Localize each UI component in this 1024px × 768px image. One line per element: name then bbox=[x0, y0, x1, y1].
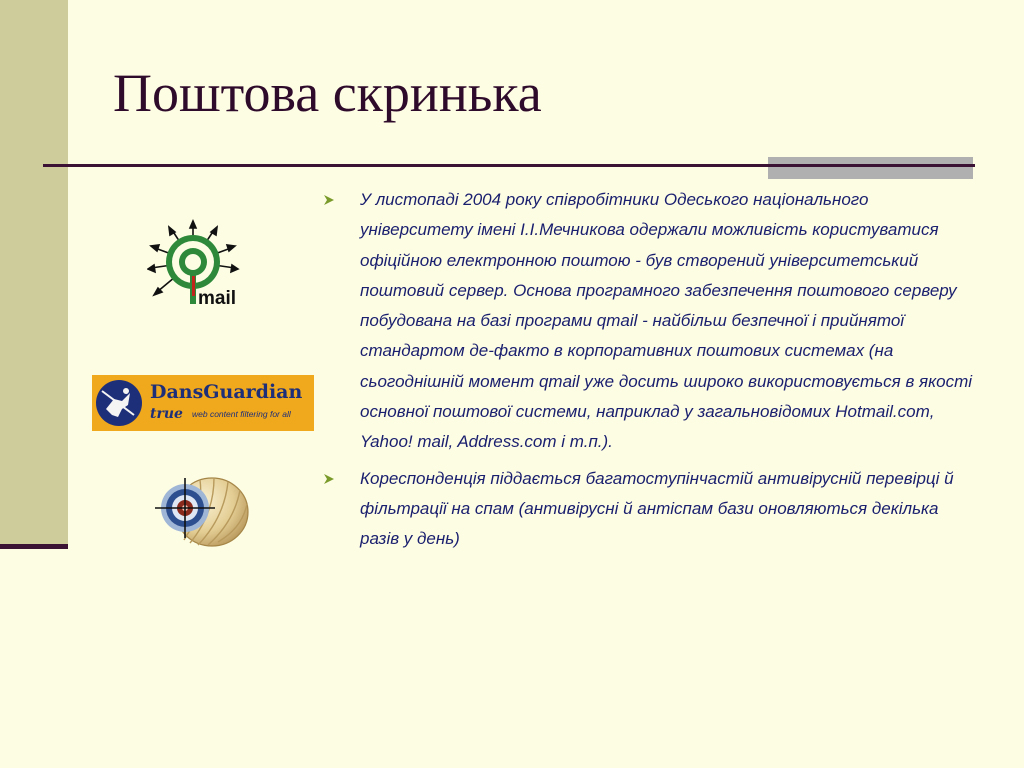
dansguardian-tagline: web content filtering for all bbox=[192, 409, 291, 419]
bullet-text: У листопаді 2004 року співробітники Одеського національного університету імені І.І.Мечникова одержали можливість користуватися офіційною електронною поштою - був створений університетський поштовий сервер. Основа програмного забезпечення поштового серверу побудована на базі програми qmail - найбільш безпечної і прийнятої стандартом де-факто в корпоративних поштових системах (на сьогоднішній момент qmail уже досить широко використовується в якості основної поштової системи, наприклад у загальновідомих Hotmail.com, Yahoo! mail, Address.com і т.п.). bbox=[360, 190, 973, 452]
bullet-text: Кореспонденція піддається багатоступінчастій антивірусній перевірці й фільтрації на спам (антивірусні й антіспам бази оновляються декілька разів у день) bbox=[360, 468, 954, 549]
bullet-item bbox=[318, 185, 978, 458]
dansguardian-logo bbox=[92, 375, 314, 431]
left-decor-line bbox=[0, 544, 68, 549]
title-rule-accent bbox=[768, 157, 973, 179]
arrow-bullet-icon bbox=[323, 473, 335, 485]
arrow-bullet-icon bbox=[323, 194, 335, 206]
qmail-logo-label: mail bbox=[198, 288, 237, 309]
dansguardian-tag-word: true bbox=[150, 406, 183, 422]
shell-target-logo bbox=[154, 470, 252, 552]
left-decor-band bbox=[0, 0, 68, 548]
content-bullets bbox=[318, 185, 978, 561]
slide-title: Поштова скринька bbox=[113, 63, 542, 123]
dansguardian-name: DansGuardian bbox=[150, 381, 303, 403]
qmail-logo bbox=[147, 218, 257, 310]
bullet-item bbox=[318, 464, 978, 555]
